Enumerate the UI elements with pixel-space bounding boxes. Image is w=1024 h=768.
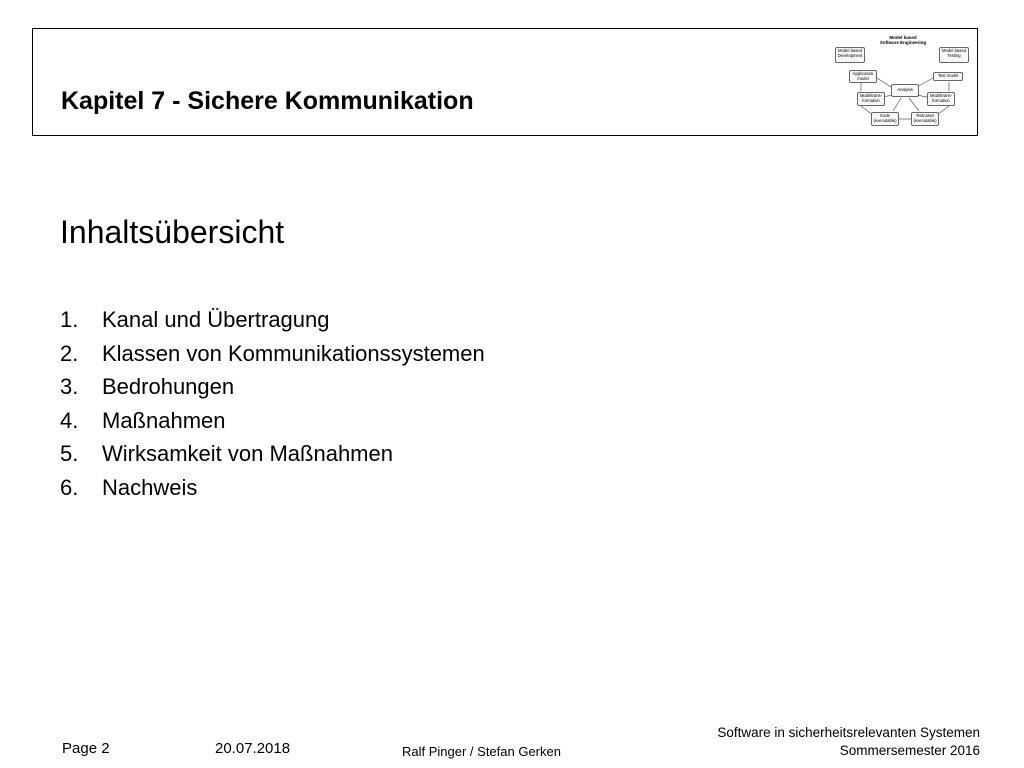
- logo-box-test-model: Test model: [933, 72, 963, 81]
- footer-date: 20.07.2018: [215, 740, 291, 757]
- toc-item: 1. Kanal und Übertragung: [60, 307, 330, 332]
- toc-item: 6. Nachweis: [60, 474, 198, 500]
- table-of-contents: [60, 306, 485, 508]
- footer-course: Software in sicherheitsrelevanten Systemen Sommersemester 2016: [717, 725, 980, 758]
- toc-item: 4. Maßnahmen: [60, 407, 226, 433]
- logo-box-test: Model based Testing: [939, 47, 969, 63]
- toc-item: 5. Wirksamkeit von Maßnahmen: [60, 441, 393, 467]
- logo-box-analysis: Analysis: [891, 84, 919, 97]
- footer-page-number: Page 2: [62, 740, 110, 757]
- logo-box-dev: Model based Development: [835, 47, 865, 63]
- logo-box-app-model: Application model: [849, 70, 877, 83]
- slide-header: [32, 28, 978, 136]
- logo-caption: Model based Software Engineering: [879, 35, 927, 45]
- mbse-logo-diagram: [833, 35, 973, 131]
- logo-box-modeltrans-left: Modeltrans- formation: [857, 92, 885, 106]
- logo-box-code: Code (executable): [871, 112, 899, 126]
- logo-box-modeltrans-right: Modeltrans- formation: [927, 92, 955, 106]
- toc-item: 2. Klassen von Kommunikationssystemen: [60, 340, 485, 366]
- section-title: Inhaltsübersicht: [60, 214, 285, 250]
- toc-item: 3. Bedrohungen: [60, 374, 235, 400]
- chapter-title: Kapitel 7 - Sichere Kommunikation: [61, 87, 474, 115]
- footer-authors: Ralf Pinger / Stefan Gerken: [402, 744, 561, 759]
- logo-box-testcases: Testcases (executable): [911, 112, 939, 126]
